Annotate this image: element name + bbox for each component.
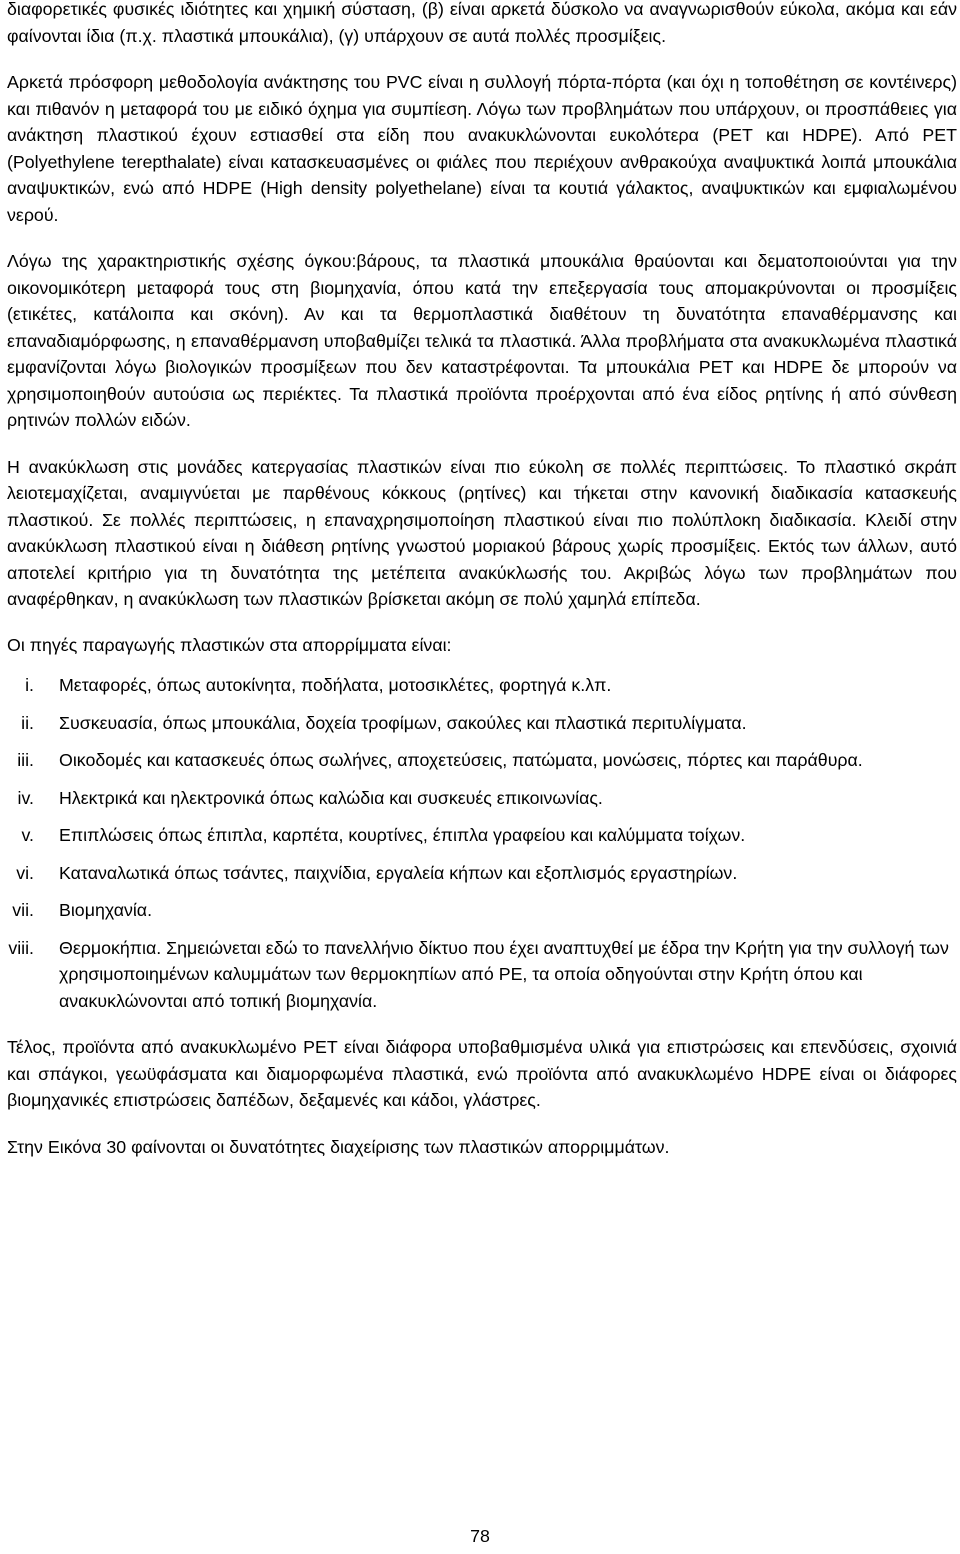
list-item-number: i.: [25, 675, 34, 695]
list-item-number: iv.: [17, 787, 34, 808]
list-item-text: Οικοδομές και κατασκευές όπως σωλήνες, αποχετεύσεις, πατώματα, μονώσεις, πόρτες και παράθυρα.: [59, 750, 863, 770]
list-item-text: Μεταφορές, όπως αυτοκίνητα, ποδήλατα, μοτοσικλέτες, φορτηγά κ.λπ.: [59, 675, 612, 695]
list-item: [7, 710, 957, 737]
list-item-text: Θερμοκήπια. Σημειώνεται εδώ το πανελλήνιο δίκτυο που έχει αναπτυχθεί με έδρα την Κρήτη για την συλλογή των χρησιμοποιημένων καλυμμάτων των θερμοκηπίων από PE, τα οποία οδηγούνται στην Κρήτη όπου και ανακυκλώνονται από τοπική βιομηχανία.: [59, 937, 949, 1011]
list-item: [7, 822, 957, 849]
document-page: [7, 0, 957, 1160]
paragraph-sources-intro: Οι πηγές παραγωγής πλαστικών στα απορρίμματα είναι:: [7, 634, 452, 655]
list-item: [7, 747, 957, 774]
paragraph-recycled-products: Τέλος, προϊόντα από ανακυκλωμένο PET είναι διάφορα υποβαθμισμένα υλικά για επιστρώσεις και επενδύσεις, σχοινιά και σπάγκοι, γεωϋφάσματα και διαμορφωμένα πλαστικά, ενώ προϊόντα από ανακυκλωμένο HDPE είναι οι διάφορες βιομηχανικές επιστρώσεις δαπέδων, δεξαμενές και κάδοι, γλάστρες.: [7, 1037, 957, 1110]
paragraph-recycling-units: Η ανακύκλωση στις μονάδες κατεργασίας πλαστικών είναι πιο εύκολη σε πολλές περιπτώσεις. Το πλαστικό σκράπ λειοτεμαχίζεται, αναμιγνύεται με παρθένους κόκκους (ρητίνες) και τήκεται στην κανονική διαδικασία κατασκευής πλαστικού. Σε πολλές περιπτώσεις, η επαναχρησιμοποίηση πλαστικού είναι πιο πολύπλοκη διαδικασία. Κλειδί στην ανακύκλωση πλαστικού είναι η διάθεση ρητίνης γνωστού μοριακού βάρους χωρίς προσμίξεις. Εκτός των άλλων, αυτό αποτελεί κριτήριο για τη δυνατότητα της μετέπειτα ανακύκλωσής του. Ακριβώς λόγω των προβλημάτων που αναφέρθηκαν, η ανακύκλωση των πλαστικών βρίσκεται ακόμη σε πολύ χαμηλά επίπεδα.: [7, 456, 957, 609]
list-item: [7, 935, 957, 1015]
page-number: 78: [470, 1526, 490, 1546]
list-item-text: Ηλεκτρικά και ηλεκτρονικά όπως καλώδια και συσκευές επικοινωνίας.: [59, 787, 603, 808]
list-item-number: ii.: [21, 712, 34, 733]
list-item-text: Καταναλωτικά όπως τσάντες, παιχνίδια, εργαλεία κήπων και εξοπλισμός εργαστηρίων.: [59, 862, 738, 883]
list-item-number: vi.: [16, 862, 34, 883]
list-item-number: v.: [21, 825, 34, 845]
list-item-text: Βιομηχανία.: [59, 900, 153, 920]
list-item-text: Επιπλώσεις όπως έπιπλα, καρπέτα, κουρτίνες, έπιπλα γραφείου και καλύμματα τοίχων.: [59, 825, 746, 845]
list-item: [7, 785, 957, 812]
list-item-text: Συσκευασία, όπως μπουκάλια, δοχεία τροφίμων, σακούλες και πλαστικά περιτυλίγματα.: [59, 712, 747, 733]
plastic-sources-list: [7, 672, 957, 1014]
paragraph-pvc-recovery: Αρκετά πρόσφορη μεθοδολογία ανάκτησης του PVC είναι η συλλογή πόρτα-πόρτα (και όχι η τοποθέτηση σε κοντέινερς) και πιθανόν η μεταφορά του με ειδικό όχημα για συμπίεση. Λόγω των προβλημάτων που υπάρχουν, οι προσπάθειες για ανάκτηση πλαστικού έχουν εστιασθεί στα είδη που ανακυκλώνονται ευκολότερα (PET και HDPE). Από PET (Polyethylene terepthalate) είναι κατασκευασμένες οι φιάλες που περιέχουν ανθρακούχα αναψυκτικά λοιπά μπουκάλια αναψυκτικών, ενώ από HDPE (High density polyethelane) είναι τα κουτιά γάλακτος, αναψυκτικών και εμφιαλωμένου νερού.: [7, 72, 957, 225]
list-item-number: viii.: [8, 937, 34, 958]
list-item: [7, 860, 957, 887]
paragraph-continuation: διαφορετικές φυσικές ιδιότητες και χημική σύσταση, (β) είναι αρκετά δύσκολο να αναγνωρισθούν εύκολα, ακόμα και εάν φαίνονται ίδια (π.χ. πλαστικά μπουκάλια), (γ) υπάρχουν σε αυτά πολλές προσμίξεις.: [7, 0, 957, 46]
paragraph-bottle-processing: Λόγω της χαρακτηριστικής σχέσης όγκου:βάρους, τα πλαστικά μπουκάλια θραύονται και δεματοποιούνται για την οικονομικότερη μεταφορά τους στη βιομηχανία, όπου κατά την επεξεργασία τους απομακρύνονται οι προσμίξεις (ετικέτες, κατάλοιπα και σκόνη). Αν και τα θερμοπλαστικά διαθέτουν τη δυνατότητα επαναθέρμανσης και επαναδιαμόρφωσης, η επαναθέρμανση υποβαθμίζει τελικά τα πλαστικά. Άλλα προβλήματα στα ανακυκλωμένα πλαστικά εμφανίζονται λόγω βιολογικών προσμίξεων που δεν καταστρέφονται. Τα μπουκάλια PET και HDPE δε μπορούν να χρησιμοποιηθούν αυτούσια ως περιέκτες. Τα πλαστικά προϊόντα προέρχονται από ένα είδος ρητίνης ή από σύνθεση ρητινών πολλών ειδών.: [7, 251, 957, 430]
list-item: [7, 897, 957, 924]
paragraph-figure-reference: Στην Εικόνα 30 φαίνονται οι δυνατότητες διαχείρισης των πλαστικών απορριμμάτων.: [7, 1136, 670, 1157]
list-item-number: vii.: [12, 900, 34, 920]
list-item-number: iii.: [17, 750, 34, 770]
list-item: [7, 672, 957, 699]
